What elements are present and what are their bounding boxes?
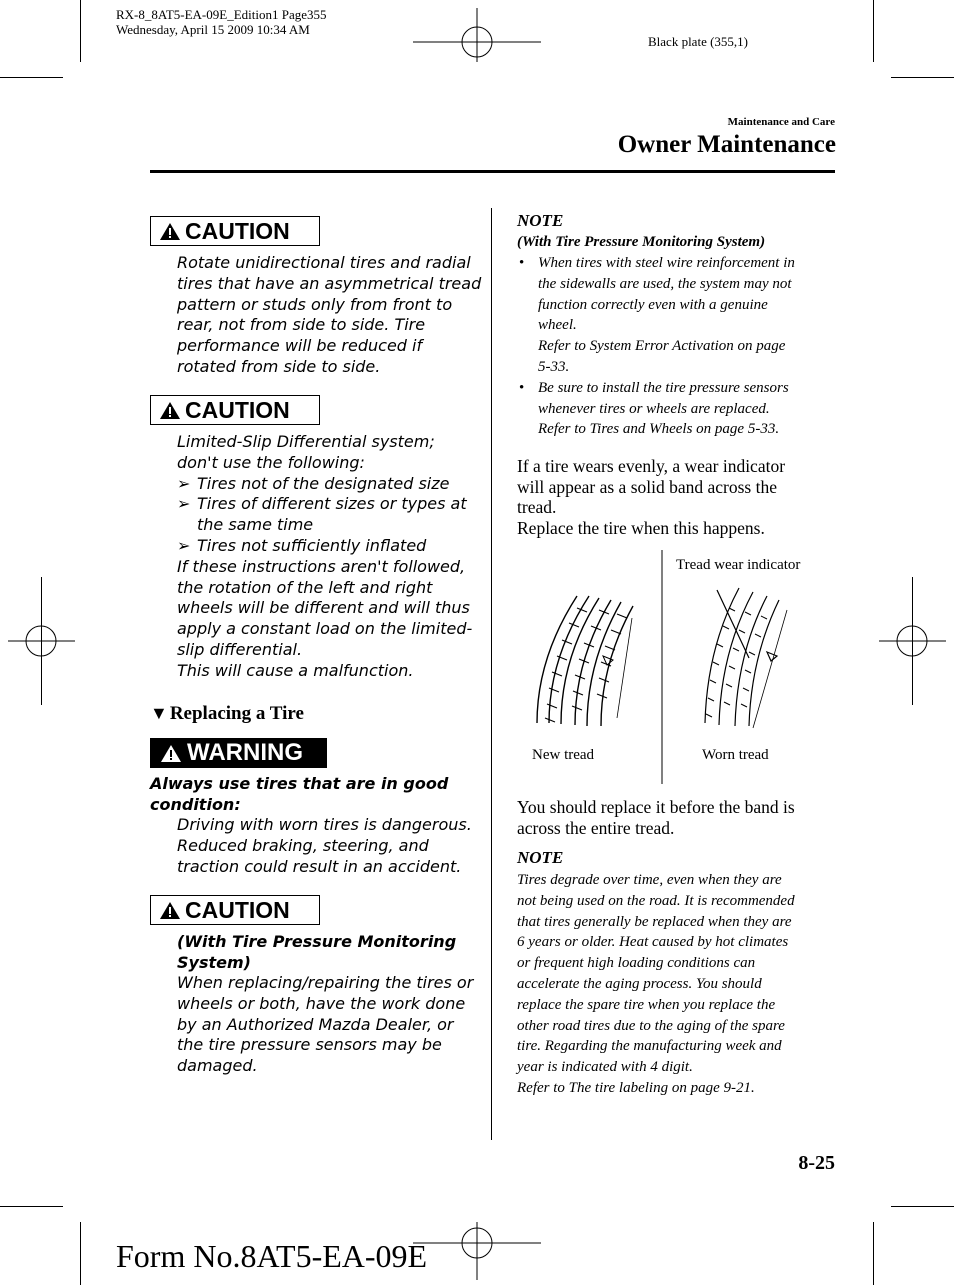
text-line: Refer to Tires and Wheels on page 5-33. (538, 421, 780, 438)
text-line: Replace the tire when this happens. (517, 517, 765, 538)
note-2-text (517, 870, 837, 1099)
text-line: performance will be reduced if (177, 336, 423, 356)
bullet-dot-icon: • (519, 255, 525, 271)
text-line: slip differential. (177, 639, 303, 659)
note-subheading: (With Tire Pressure Monitoring System) (517, 234, 766, 250)
arrow-bullet-icon: ➢ (177, 494, 191, 514)
warning-triangle-icon (159, 401, 181, 420)
caution-label: CAUTION (185, 896, 290, 923)
warning-label: WARNING (187, 739, 303, 766)
text-line: Rotate unidirectional tires and radial (177, 253, 471, 272)
text-line: accelerate the aging process. You should (517, 975, 762, 992)
list-item (177, 474, 477, 495)
text-line: tires that have an asymmetrical tread (177, 273, 482, 293)
text-line: wheel. (538, 317, 577, 334)
text-line: 5-33. (538, 358, 570, 375)
text-line: function correctly even with a genuine (538, 296, 768, 313)
tread-wear-indicator-label: Tread wear indicator (676, 557, 801, 573)
caution-box-1 (150, 216, 320, 246)
text-line: Refer to The tire labeling on page 9-21. (517, 1079, 755, 1096)
caution-box-3 (150, 895, 320, 925)
text-line: pattern or studs only from front to (177, 294, 453, 314)
text-line: by an Authorized Mazda Dealer, or (177, 1014, 454, 1034)
text-line: rear, not from side to side. Tire (177, 315, 426, 335)
heading-text: Replacing a Tire (169, 703, 304, 724)
text-line: System) (177, 953, 251, 972)
print-metadata (116, 7, 327, 37)
list-item-text: Tires not of the designated size (197, 473, 450, 493)
list-item-text: Tires of different sizes or types at (197, 494, 467, 514)
text-line: Limited-Slip Differential system; (177, 432, 435, 451)
text-line: don't use the following: (177, 452, 365, 472)
section-label: Maintenance and Care (727, 116, 835, 128)
caution-label: CAUTION (185, 396, 290, 423)
caution-label: CAUTION (185, 217, 290, 244)
print-meta-line1: RX-8_8AT5-EA-09E_Edition1 Page355 (116, 7, 327, 22)
warning-text (177, 815, 477, 877)
bullet-item (517, 253, 837, 378)
page-title: Owner Maintenance (617, 131, 836, 158)
plate-label: Black plate (355,1) (648, 34, 748, 49)
warning-triangle-icon (159, 222, 181, 241)
text-line: Be sure to install the tire pressure sensors (538, 379, 789, 396)
text-line: damaged. (177, 1056, 258, 1076)
warning-triangle-icon (159, 901, 181, 920)
text-line: Tires degrade over time, even when they are (517, 872, 782, 888)
text-line: When replacing/repairing the tires or (177, 973, 474, 992)
column-divider (491, 208, 492, 1140)
triangle-marker-icon: ▼ (150, 703, 168, 723)
text-line: the tire pressure sensors may be (177, 1035, 442, 1055)
text-line: the rotation of the left and right (177, 577, 433, 597)
tread-figure (517, 548, 837, 788)
text-line: 6 years or older. Heat caused by hot climates (517, 934, 789, 951)
text-line: wheels will be different and will thus (177, 598, 470, 618)
worn-tread-label: Worn tread (702, 747, 769, 763)
warning-triangle-icon (160, 744, 182, 763)
caution-3-bold-text (177, 931, 477, 973)
text-line: Always use tires that are in good (150, 774, 449, 793)
arrow-bullet-icon: ➢ (177, 473, 191, 493)
text-line: condition: (150, 795, 241, 814)
text-line: When tires with steel wire reinforcement in (538, 255, 795, 271)
text-line: across the entire tread. (517, 817, 675, 838)
text-line: the sidewalls are used, the system may not (538, 275, 792, 292)
text-line: tread. (517, 497, 557, 518)
text-line: not being used on the road. It is recommended (517, 892, 795, 909)
text-line: If a tire wears evenly, a wear indicator (517, 456, 786, 476)
warning-box (150, 738, 327, 768)
warning-bold-text (150, 773, 470, 815)
new-tread-label: New tread (532, 747, 595, 763)
list-item-text: the same time (197, 515, 314, 535)
paragraph-wear-indicator (517, 456, 837, 538)
text-line: traction could result in an accident. (177, 856, 462, 876)
text-line: wheels or both, have the work done (177, 993, 466, 1013)
caution-box-2 (150, 395, 320, 425)
text-line: replace the spare tire when you replace the (517, 996, 776, 1013)
text-line: Reduced braking, steering, and (177, 835, 429, 855)
text-line: You should replace it before the band is (517, 797, 795, 817)
text-line: (With Tire Pressure Monitoring (177, 932, 457, 951)
bullet-dot-icon: • (519, 379, 525, 396)
text-line: apply a constant load on the limited- (177, 619, 473, 639)
text-line: rotated from side to side. (177, 356, 381, 376)
text-line: tire. Regarding the manufacturing week and (517, 1038, 782, 1055)
text-line: If these instructions aren't followed, (177, 556, 466, 576)
header-rule (150, 170, 835, 173)
arrow-bullet-icon: ➢ (177, 535, 191, 555)
note-heading-1: NOTE (517, 211, 564, 230)
caution-1-text (177, 253, 482, 378)
print-meta-line2: Wednesday, April 15 2009 10:34 AM (116, 22, 310, 37)
list-item (177, 494, 477, 515)
text-line: Driving with worn tires is dangerous. (177, 815, 472, 834)
text-line: This will cause a malfunction. (177, 660, 414, 680)
form-number: Form No.8AT5-EA-09E (116, 1238, 428, 1274)
text-line: whenever tires or wheels are replaced. (538, 400, 770, 417)
text-line: Refer to System Error Activation on page (538, 338, 786, 355)
note-1-bullets (517, 253, 837, 440)
text-line: that tires generally be replaced when they are (517, 913, 792, 930)
note-heading-2: NOTE (517, 848, 564, 867)
text-line: year is indicated with 4 digit. (517, 1059, 693, 1076)
list-item (177, 536, 477, 557)
list-item-text: Tires not sufficiently inflated (197, 535, 427, 555)
text-line: or frequent high loading conditions can (517, 955, 756, 972)
caution-2-text (177, 432, 477, 682)
bullet-item (517, 378, 837, 440)
paragraph-replace (517, 797, 837, 838)
caution-3-text (177, 973, 477, 1077)
section-heading (150, 703, 304, 725)
page-number: 8-25 (798, 1152, 835, 1174)
text-line: will appear as a solid band across the (517, 476, 777, 497)
text-line: other road tires due to the aging of the spare (517, 1017, 785, 1034)
